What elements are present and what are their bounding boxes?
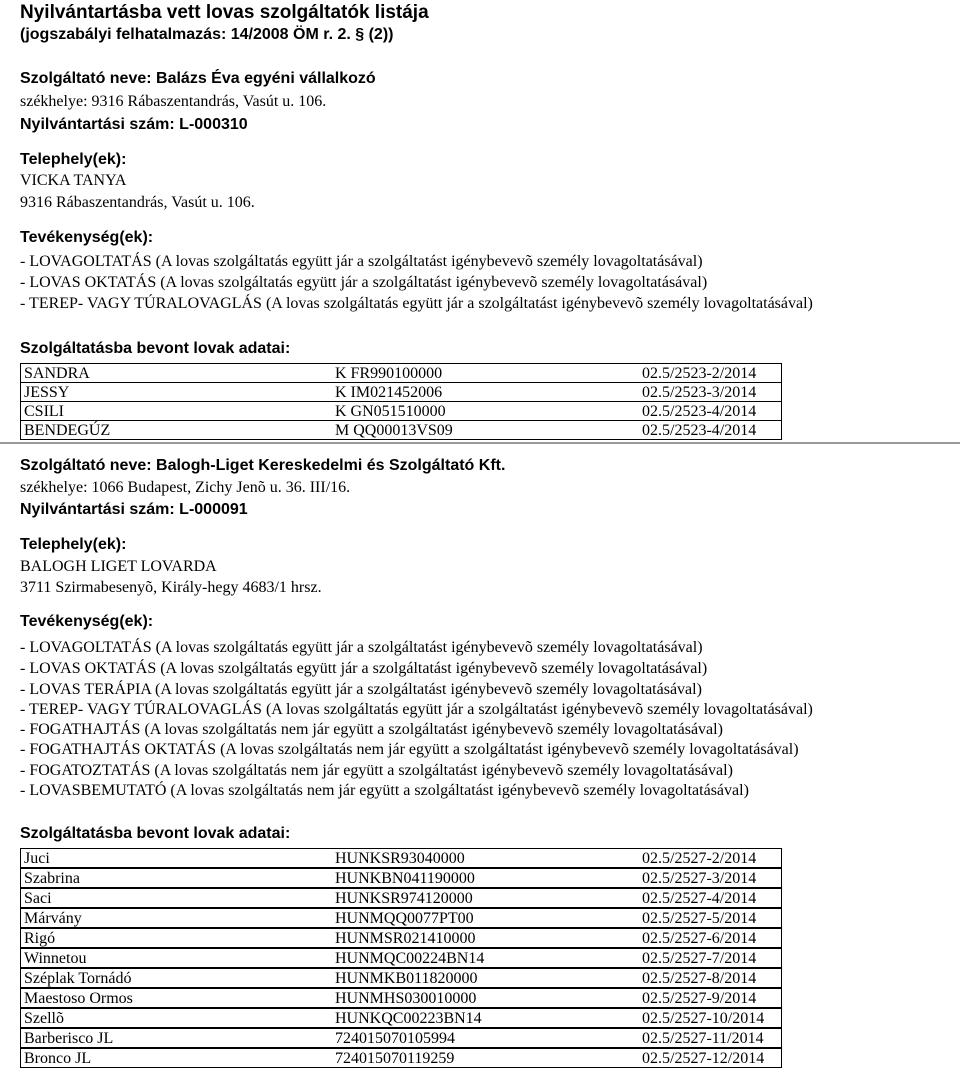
table-row — [20, 1008, 782, 1028]
table-row — [20, 968, 782, 988]
provider-2-site-name: BALOGH LIGET LOVARDA — [20, 558, 217, 575]
horse-id: HUNMQC00224BN14 — [335, 950, 485, 967]
table-row — [20, 928, 782, 948]
table-row — [20, 888, 782, 908]
document-subtitle: (jogszabályi felhatalmazás: 14/2008 ÖM r. 2. § (2)) — [20, 26, 394, 43]
table-row — [20, 908, 782, 928]
horse-reg-number: 02.5/2527-4/2014 — [642, 890, 757, 907]
table-row — [20, 1028, 782, 1048]
horse-id: K IM021452006 — [335, 384, 443, 401]
horse-id: HUNMHS030010000 — [335, 990, 477, 1007]
horse-reg-number: 02.5/2523-3/2014 — [642, 384, 757, 401]
horse-id: HUNMQQ0077PT00 — [335, 910, 474, 927]
provider-2-activity-item: - LOVAGOLTATÁS (A lovas szolgáltatás együtt jár a szolgáltatást igénybevevõ személy lovagoltatásával) — [20, 639, 703, 656]
provider-1-name: Szolgáltató neve: Balázs Éva egyéni vállalkozó — [20, 70, 376, 87]
table-row — [20, 363, 782, 383]
horse-id: HUNMKB011820000 — [335, 970, 478, 987]
horse-name: SANDRA — [24, 365, 90, 382]
table-row — [20, 948, 782, 968]
document-title: Nyilvántartásba vett lovas szolgáltatók listája — [20, 2, 429, 23]
horse-name: Bronco JL — [24, 1050, 92, 1067]
provider-2-activity-item: - FOGATHAJTÁS (A lovas szolgáltatás nem jár együtt a szolgáltatást igénybevevõ személy lovagoltatásával) — [20, 721, 723, 738]
table-row — [20, 382, 782, 402]
horse-reg-number: 02.5/2527-7/2014 — [642, 950, 757, 967]
provider-1-activities-label: Tevékenység(ek): — [20, 229, 154, 246]
table-row — [20, 1048, 782, 1068]
provider-2-registration: Nyilvántartási szám: L-000091 — [20, 501, 248, 518]
horse-id: HUNKSR974120000 — [335, 890, 473, 907]
provider-1-activity-item: - LOVAGOLTATÁS (A lovas szolgáltatás együtt jár a szolgáltatást igénybevevõ személy lovagoltatásával) — [20, 253, 703, 270]
provider-1-site-name: VICKA TANYA — [20, 172, 127, 189]
provider-1-activity-item: - LOVAS OKTATÁS (A lovas szolgáltatás együtt jár a szolgáltatást igénybevevõ személy lovagoltatásával) — [20, 274, 708, 291]
horse-reg-number: 02.5/2527-10/2014 — [642, 1010, 765, 1027]
horse-name: Szellõ — [24, 1010, 64, 1027]
provider-2-name: Szolgáltató neve: Balogh-Liget Kereskedelmi és Szolgáltató Kft. — [20, 457, 506, 474]
horse-id: 724015070105994 — [335, 1030, 455, 1047]
horse-reg-number: 02.5/2527-6/2014 — [642, 930, 757, 947]
horse-name: Saci — [24, 890, 52, 907]
horse-name: Széplak Tornádó — [24, 970, 132, 987]
horse-id: HUNKSR93040000 — [335, 850, 465, 867]
provider-1-horses-label: Szolgáltatásba bevont lovak adatai: — [20, 340, 291, 357]
provider-2-activity-item: - FOGATHAJTÁS OKTATÁS (A lovas szolgáltatás nem jár együtt a szolgáltatást igénybevevõ személy lovagoltatásával) — [20, 741, 799, 758]
horse-name: BENDEGÚZ — [24, 422, 111, 439]
horse-reg-number: 02.5/2523-4/2014 — [642, 422, 757, 439]
horse-name: JESSY — [24, 384, 70, 401]
provider-2-horses-label: Szolgáltatásba bevont lovak adatai: — [20, 825, 291, 842]
provider-2-activities-label: Tevékenység(ek): — [20, 613, 154, 630]
horse-id: M QQ00013VS09 — [335, 422, 453, 439]
horse-name: Winnetou — [24, 950, 87, 967]
table-row — [20, 401, 782, 421]
provider-2-activity-item: - LOVAS TERÁPIA (A lovas szolgáltatás együtt jár a szolgáltatást igénybevevõ személy lovagoltatásával) — [20, 681, 702, 698]
horse-reg-number: 02.5/2527-9/2014 — [642, 990, 757, 1007]
provider-2-activity-item: - LOVASBEMUTATÓ (A lovas szolgáltatás nem jár együtt a szolgáltatást igénybevevõ személy lovagoltatásával) — [20, 782, 749, 799]
horse-reg-number: 02.5/2527-2/2014 — [642, 850, 757, 867]
table-row — [20, 988, 782, 1008]
provider-2-site-label: Telephely(ek): — [20, 536, 127, 553]
provider-1-seat: székhelye: 9316 Rábaszentandrás, Vasút u. 106. — [20, 93, 327, 110]
horse-name: CSILI — [24, 403, 64, 420]
horse-name: Rigó — [24, 930, 56, 947]
horse-reg-number: 02.5/2527-8/2014 — [642, 970, 757, 987]
horse-reg-number: 02.5/2523-2/2014 — [642, 365, 757, 382]
page-separator — [0, 442, 960, 444]
horse-name: Márvány — [24, 910, 82, 927]
horse-reg-number: 02.5/2527-11/2014 — [642, 1030, 764, 1047]
provider-2-seat: székhelye: 1066 Budapest, Zichy Jenõ u. 36. III/16. — [20, 479, 351, 496]
horse-id: HUNKBN041190000 — [335, 870, 475, 887]
horse-id: 724015070119259 — [335, 1050, 455, 1067]
provider-1-activity-item: - TEREP- VAGY TÚRALOVAGLÁS (A lovas szolgáltatás együtt jár a szolgáltatást igénybevevõ személy lovagoltatásával) — [20, 295, 813, 312]
provider-1-registration: Nyilvántartási szám: L-000310 — [20, 116, 248, 133]
provider-2-activity-item: - TEREP- VAGY TÚRALOVAGLÁS (A lovas szolgáltatás együtt jár a szolgáltatást igénybevevõ személy lovagoltatásával) — [20, 701, 813, 718]
horse-name: Barberisco JL — [24, 1030, 114, 1047]
provider-2-activity-item: - FOGATOZTATÁS (A lovas szolgáltatás nem jár együtt a szolgáltatást igénybevevõ személy lovagoltatásával) — [20, 762, 733, 779]
table-row — [20, 868, 782, 888]
horse-name: Szabrina — [24, 870, 80, 887]
provider-2-activity-item: - LOVAS OKTATÁS (A lovas szolgáltatás együtt jár a szolgáltatást igénybevevõ személy lovagoltatásával) — [20, 660, 708, 677]
horse-reg-number: 02.5/2527-5/2014 — [642, 910, 757, 927]
table-row — [20, 848, 782, 868]
horse-id: HUNKQC00223BN14 — [335, 1010, 482, 1027]
horse-id: K FR990100000 — [335, 365, 443, 382]
horse-name: Juci — [24, 850, 50, 867]
provider-1-site-address: 9316 Rábaszentandrás, Vasút u. 106. — [20, 194, 255, 211]
provider-2-site-address: 3711 Szirmabesenyõ, Király-hegy 4683/1 hrsz. — [20, 579, 322, 596]
horse-reg-number: 02.5/2527-3/2014 — [642, 870, 757, 887]
horse-reg-number: 02.5/2527-12/2014 — [642, 1050, 765, 1067]
horse-id: HUNMSR021410000 — [335, 930, 476, 947]
table-row — [20, 420, 782, 440]
provider-1-site-label: Telephely(ek): — [20, 151, 127, 168]
horse-name: Maestoso Ormos — [24, 990, 133, 1007]
horse-id: K GN051510000 — [335, 403, 446, 420]
horse-reg-number: 02.5/2523-4/2014 — [642, 403, 757, 420]
